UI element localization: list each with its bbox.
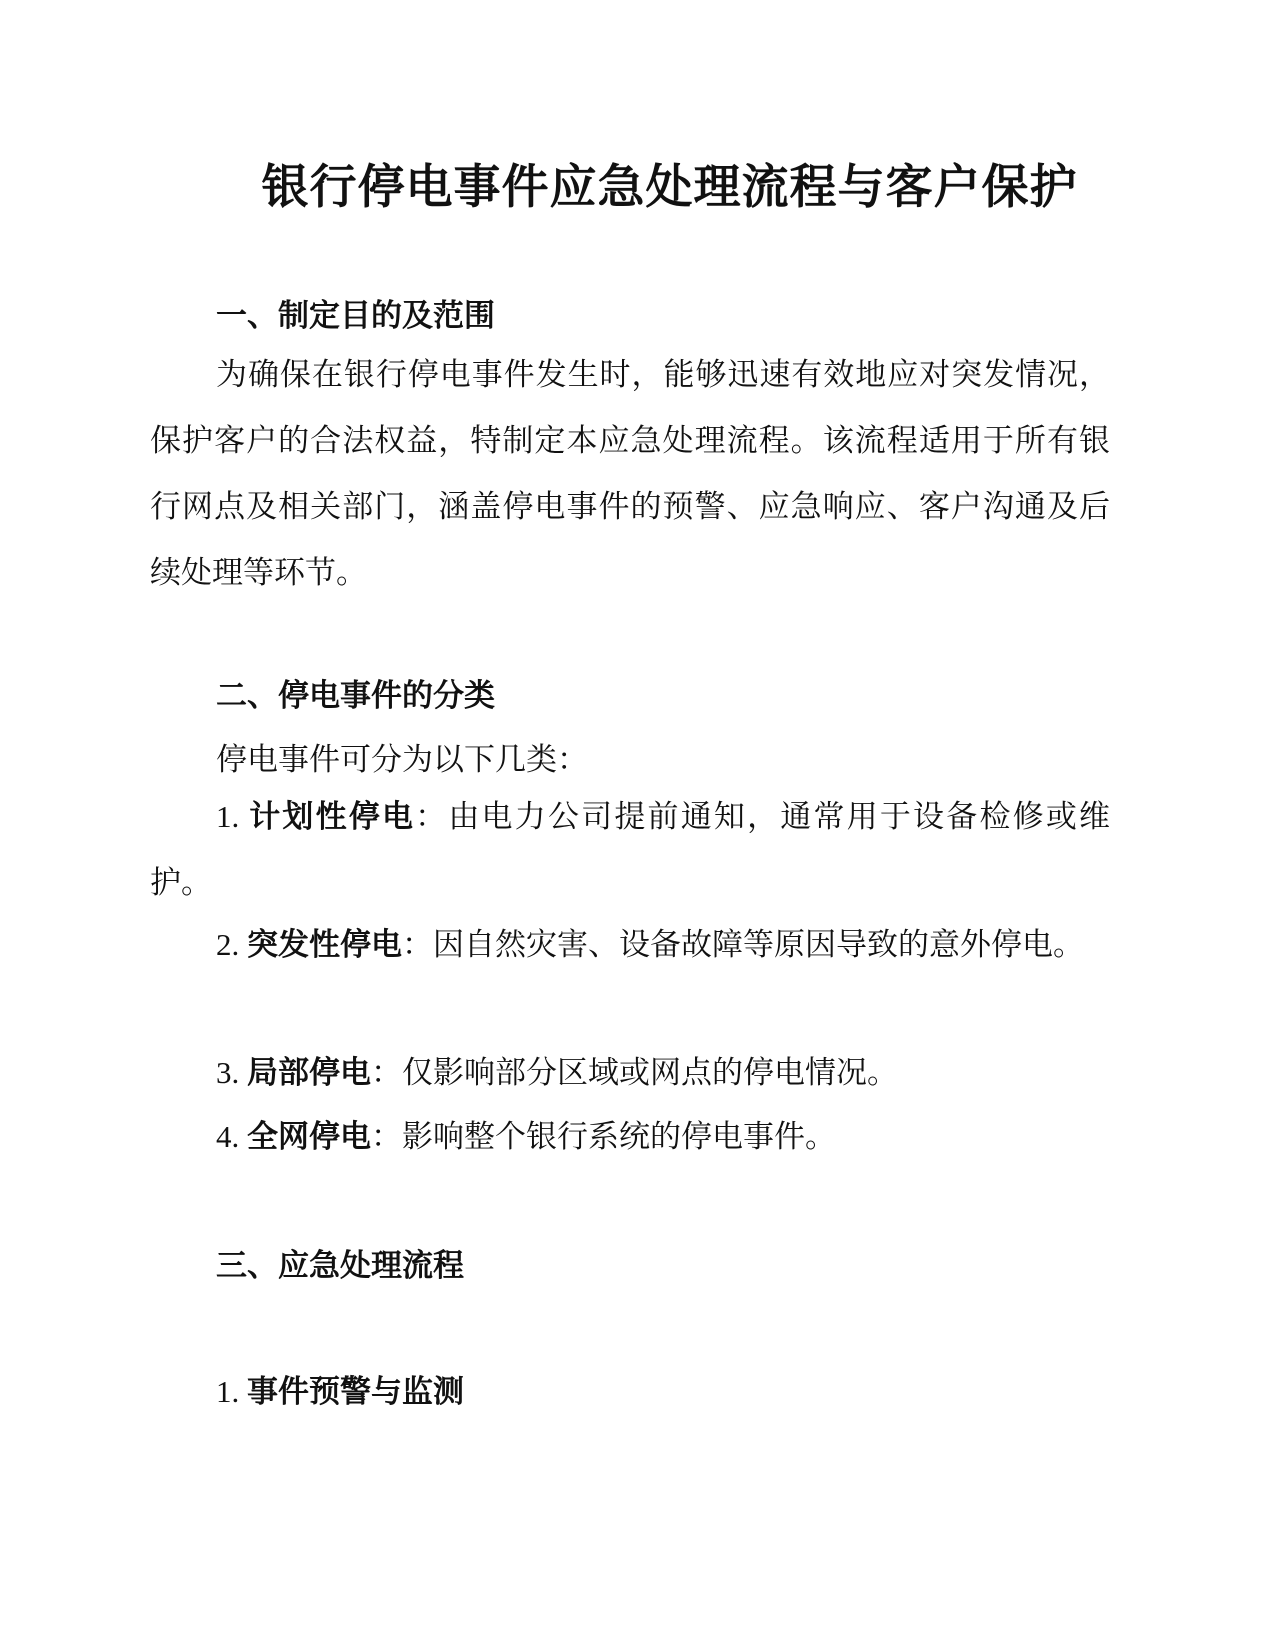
section-heading-emergency-process: 三、应急处理流程 (216, 1248, 464, 1284)
list-item (150, 1040, 1110, 1106)
list-item (150, 912, 1110, 978)
subsection-heading-warning (216, 1366, 464, 1411)
document-title: 银行停电事件应急处理流程与客户保护 (261, 160, 1078, 215)
list-item-term: 计划性停电 (249, 799, 416, 835)
list-item-number: 3. (216, 1055, 247, 1090)
subsection-number: 1. (216, 1374, 247, 1409)
classification-intro: 停电事件可分为以下几类： (216, 742, 588, 778)
section-heading-classification: 二、停电事件的分类 (216, 678, 495, 714)
list-item-text: ：仅影响部分区域或网点的停电情况。 (371, 1055, 898, 1091)
list-item (150, 784, 1110, 916)
section-paragraph-purpose: 为确保在银行停电事件发生时，能够迅速有效地应对突发情况，保护客户的合法权益，特制定本应急处理流程。该流程适用于所有银行网点及相关部门，涵盖停电事件的预警、应急响应、客户沟通及后续处理等环节。 (150, 357, 1110, 591)
list-item-number: 1. (216, 799, 250, 834)
list-item (150, 1104, 1110, 1170)
list-item-term: 突发性停电 (247, 927, 402, 963)
subsection-text: 事件预警与监测 (247, 1374, 464, 1410)
list-item-term: 全网停电 (247, 1119, 371, 1155)
list-item-text: ：由电力公司提前通知，通常用于设备检修或维护。 (150, 799, 1111, 901)
list-item-number: 2. (216, 927, 247, 962)
list-item-text: ：影响整个银行系统的停电事件。 (371, 1119, 836, 1155)
list-item-term: 局部停电 (247, 1055, 371, 1091)
list-item-text: ：因自然灾害、设备故障等原因导致的意外停电。 (402, 927, 1084, 963)
list-item-number: 4. (216, 1119, 247, 1154)
section-heading-purpose: 一、制定目的及范围 (216, 298, 495, 334)
